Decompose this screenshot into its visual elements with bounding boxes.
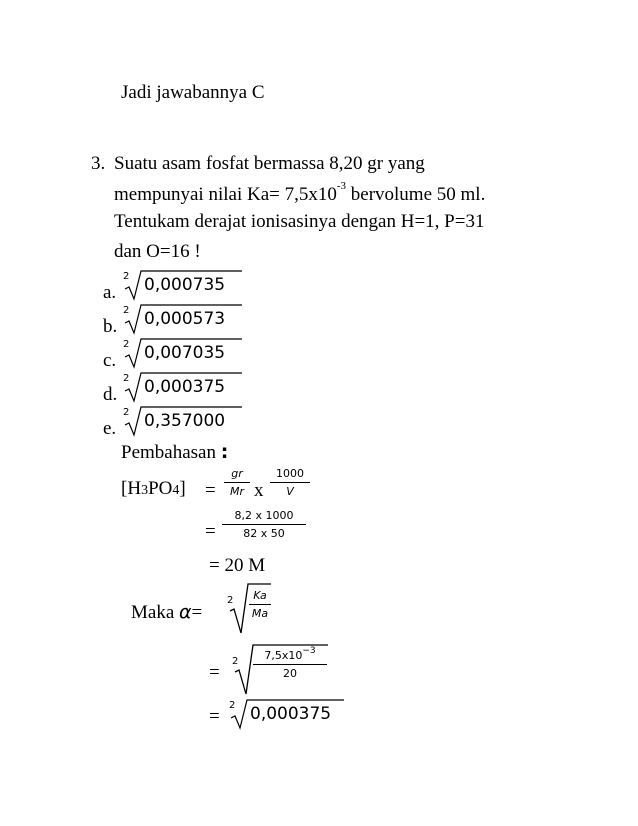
question-number: 3. — [91, 153, 106, 174]
alpha-label-text: Maka — [131, 602, 180, 623]
bracket-open: [H — [121, 478, 142, 499]
final-value: 0,000375 — [250, 704, 332, 724]
subscript-4: 4 — [172, 483, 180, 498]
option-value: 0,000573 — [144, 309, 226, 329]
fraction-bar — [249, 604, 271, 605]
equals-sign-4: = — [209, 706, 220, 727]
alpha-label — [131, 603, 202, 622]
numerator-base: 7,5x10 — [264, 649, 303, 662]
fraction-bar — [224, 482, 250, 483]
fraction-numerator: 8,2 x 1000 — [234, 509, 294, 522]
fraction-numerator: Ka — [253, 589, 267, 602]
numerator-exponent: −3 — [302, 646, 316, 656]
fraction-numerator — [253, 646, 327, 662]
option-letter: b. — [103, 316, 118, 337]
fraction-bar — [222, 524, 306, 525]
question-line-4: dan O=16 ! — [114, 241, 201, 262]
answer-line: Jadi jawabannya C — [121, 82, 265, 103]
fraction-denominator: 20 — [283, 667, 297, 680]
equals-sign-1: = — [205, 480, 216, 501]
root-index: 2 — [123, 373, 130, 384]
question-line-2-text: mempunyai nilai Ka= 7,5x10 — [114, 184, 337, 205]
root-index: 2 — [227, 595, 234, 606]
bracket-close: ] — [179, 478, 186, 499]
fraction-substituted — [222, 510, 306, 539]
subscript-3: 3 — [141, 483, 149, 498]
fraction-ka-value — [253, 646, 327, 680]
question-line-1: Suatu asam fosfat bermassa 8,20 gr yang — [114, 153, 425, 174]
option-value: 0,357000 — [144, 411, 226, 431]
fraction-numerator: 1000 — [276, 467, 304, 480]
question-line-3: Tentukam derajat ionisasinya dengan H=1, P=31 — [114, 211, 485, 232]
fraction-ka-over-ma — [249, 590, 271, 619]
alpha-equals: = — [191, 602, 203, 623]
solution-heading-text: Pembahasan — [121, 442, 221, 463]
molarity-label — [121, 479, 186, 498]
po-text: PO — [148, 478, 173, 499]
option-letter: c. — [103, 350, 117, 371]
option-value: 0,000375 — [144, 377, 226, 397]
fraction-1000-over-v — [270, 468, 310, 497]
root-index: 2 — [123, 271, 130, 282]
option-letter: e. — [103, 418, 117, 439]
alpha-symbol: α — [179, 601, 192, 623]
fraction-denominator: Ma — [251, 607, 269, 620]
question-line-2-tail: bervolume 50 ml. — [346, 184, 486, 205]
fraction-bar — [253, 664, 327, 665]
equals-sign-3: = — [209, 662, 220, 683]
fraction-denominator: 82 x 50 — [243, 527, 285, 540]
fraction-denominator: V — [286, 485, 294, 498]
equals-sign-2: = — [205, 521, 216, 542]
root-index: 2 — [232, 656, 239, 667]
option-value: 0,000735 — [144, 275, 226, 295]
solution-heading — [121, 443, 228, 462]
root-index: 2 — [229, 700, 236, 711]
root-index: 2 — [123, 407, 130, 418]
solution-heading-colon: : — [220, 441, 229, 463]
question-line-2 — [114, 180, 486, 205]
root-index: 2 — [123, 339, 130, 350]
exponent: -3 — [336, 180, 347, 192]
option-letter: a. — [103, 282, 117, 303]
option-value: 0,007035 — [144, 343, 226, 363]
option-letter: d. — [103, 384, 118, 405]
fraction-numerator: gr — [231, 467, 243, 480]
fraction-bar — [270, 482, 310, 483]
root-index: 2 — [123, 305, 130, 316]
molarity-result: = 20 M — [209, 555, 266, 576]
fraction-gr-over-mr — [224, 468, 250, 497]
fraction-denominator: Mr — [229, 485, 244, 498]
times-sign: x — [254, 480, 264, 501]
